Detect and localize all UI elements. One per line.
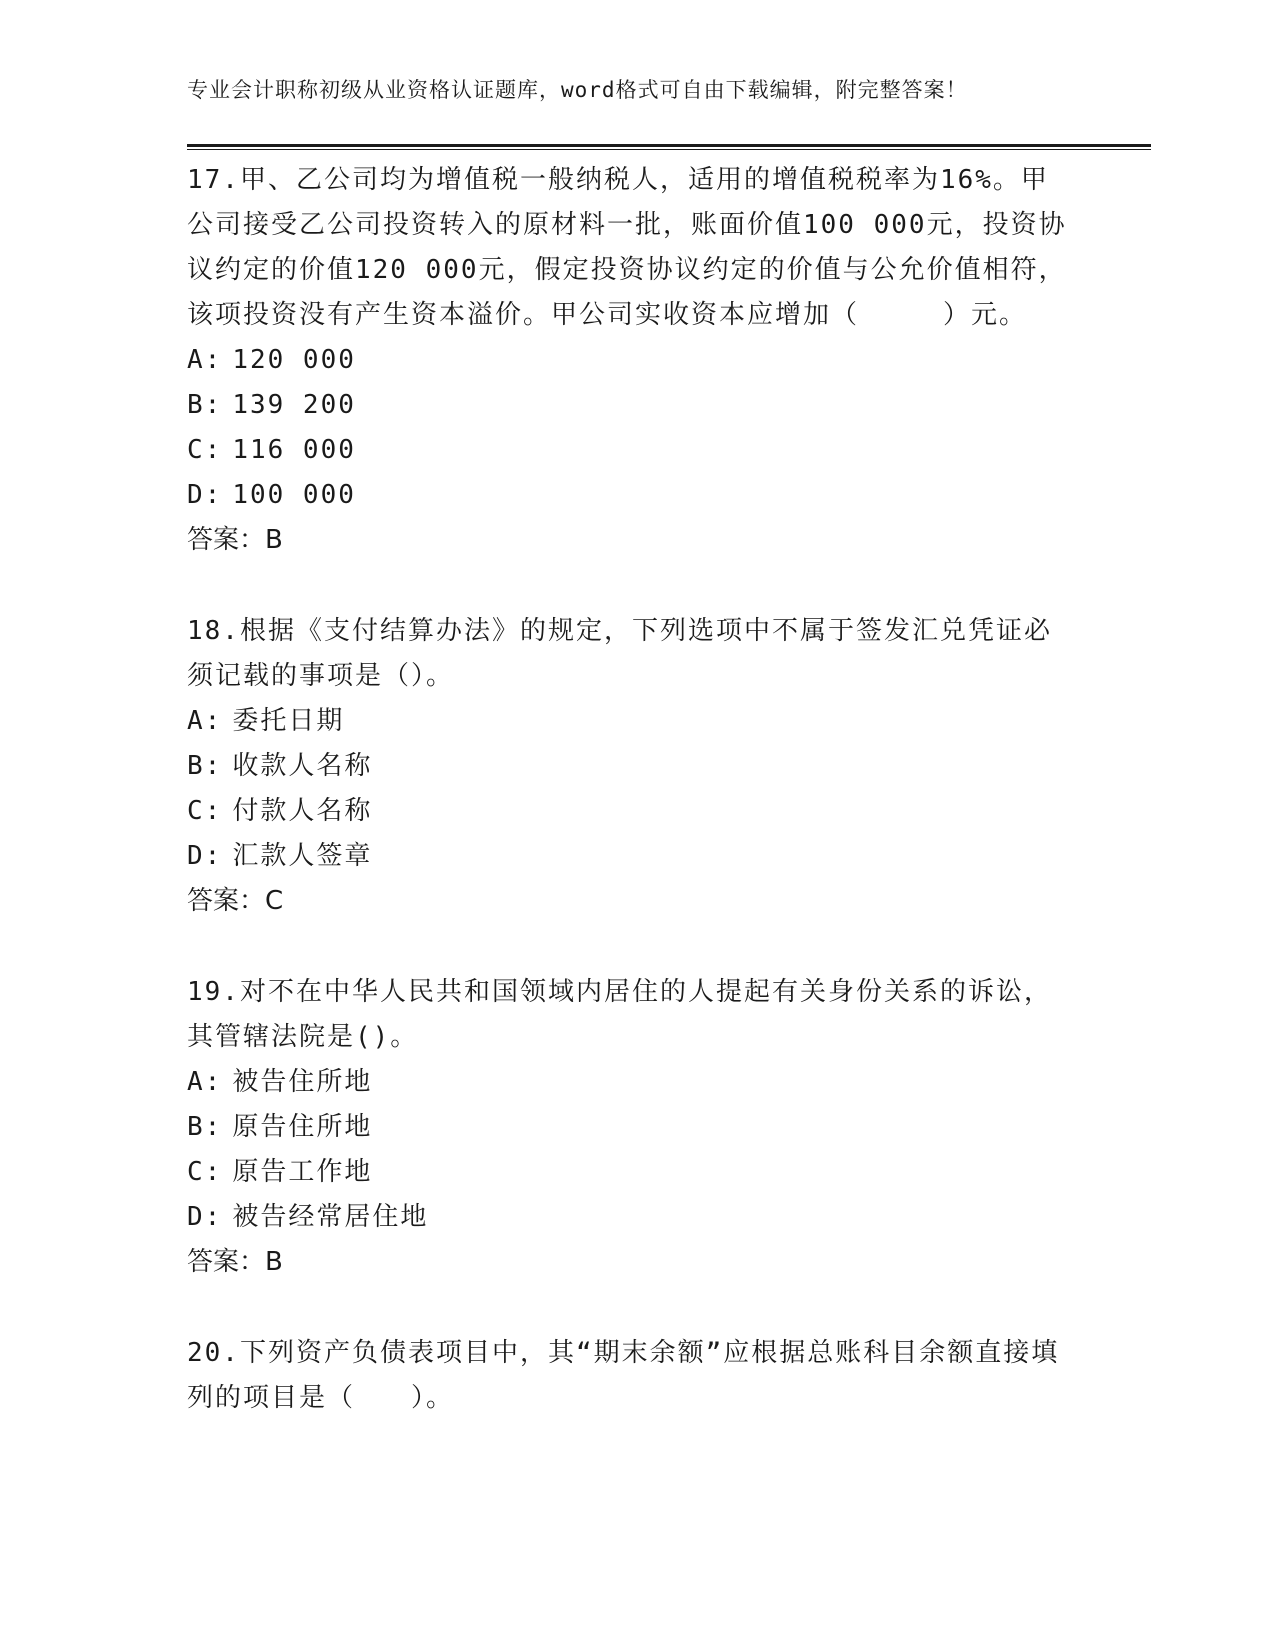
option-a: [187, 1060, 1067, 1105]
option-letter: A:: [187, 345, 223, 375]
option-text: 收款人名称: [232, 751, 373, 781]
option-text: 116 000: [232, 435, 356, 465]
option-letter: D:: [187, 1202, 223, 1232]
option-text: 120 000: [232, 345, 356, 375]
option-text: 被告住所地: [232, 1067, 373, 1097]
option-letter: C:: [187, 435, 223, 465]
option-text: 被告经常居住地: [232, 1202, 429, 1232]
option-letter: D:: [187, 841, 223, 871]
option-letter: B:: [187, 1112, 223, 1142]
option-text: 原告工作地: [232, 1157, 373, 1187]
document-header: 专业会计职称初级从业资格认证题库，word格式可自由下载编辑，附完整答案！: [187, 78, 968, 102]
option-text: 汇款人签章: [232, 841, 373, 871]
question-list: [187, 158, 1067, 1467]
option-text: 委托日期: [232, 706, 345, 736]
question-stem: 17.甲、乙公司均为增值税一般纳税人，适用的增值税税率为16%。甲公司接受乙公司投资转入的原材料一批，账面价值100 000元，投资协议约定的价值120 000元，假定投资协议约定的价值与公允价值相符，该项投资没有产生资本溢价。甲公司实收资本应增加（ ）元。: [187, 165, 1067, 330]
option-c: [187, 1150, 1067, 1195]
option-letter: B:: [187, 390, 223, 420]
option-text: 100 000: [232, 480, 356, 510]
option-c: [187, 789, 1067, 834]
question-17: [187, 158, 1067, 563]
option-a: [187, 699, 1067, 744]
question-18: [187, 609, 1067, 924]
option-text: 原告住所地: [232, 1112, 373, 1142]
option-c: [187, 428, 1067, 473]
question-stem: 20.下列资产负债表项目中，其“期末余额”应根据总账科目余额直接填列的项目是（ ）。: [187, 1338, 1060, 1413]
option-letter: C:: [187, 1157, 223, 1187]
option-letter: A:: [187, 1067, 223, 1097]
answer-line: 答案：C: [187, 886, 284, 916]
header-divider: [187, 144, 1151, 147]
question-19: [187, 970, 1067, 1285]
question-stem: 19.对不在中华人民共和国领域内居住的人提起有关身份关系的诉讼，其管辖法院是()。: [187, 977, 1052, 1052]
option-d: [187, 834, 1067, 879]
option-b: [187, 383, 1067, 428]
option-a: [187, 338, 1067, 383]
header-divider-thin: [187, 149, 1151, 150]
option-b: [187, 744, 1067, 789]
option-text: 付款人名称: [232, 796, 373, 826]
question-20: [187, 1331, 1067, 1421]
option-letter: D:: [187, 480, 223, 510]
option-d: [187, 1195, 1067, 1240]
option-letter: B:: [187, 751, 223, 781]
option-letter: A:: [187, 706, 223, 736]
option-text: 139 200: [232, 390, 356, 420]
answer-line: 答案：B: [187, 1247, 283, 1277]
option-d: [187, 473, 1067, 518]
option-b: [187, 1105, 1067, 1150]
option-letter: C:: [187, 796, 223, 826]
answer-line: 答案：B: [187, 525, 283, 555]
question-stem: 18.根据《支付结算办法》的规定，下列选项中不属于签发汇兑凭证必须记载的事项是（）。: [187, 616, 1052, 691]
